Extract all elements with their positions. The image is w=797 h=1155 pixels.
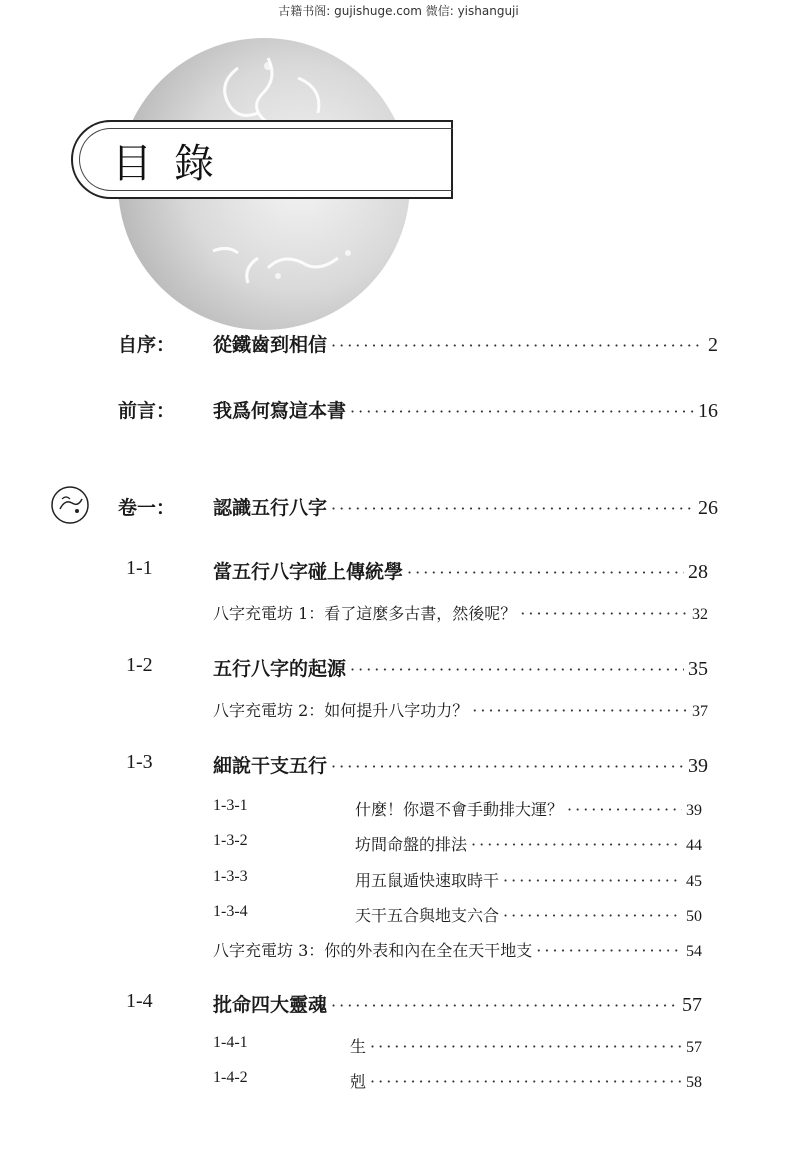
leader-dots	[331, 336, 704, 355]
chapter-number: 1-3	[126, 751, 153, 773]
toc-title: 認識五行八字	[213, 497, 328, 519]
toc-row-chapter[interactable]	[213, 990, 702, 1017]
toc-row-foreword[interactable]	[213, 396, 718, 423]
toc-row-sidebar[interactable]	[213, 938, 702, 961]
toc-title: 五行八字的起源	[213, 658, 347, 680]
leader-dots	[350, 660, 684, 679]
leader-dots	[471, 835, 682, 854]
chapter-number: 1-1	[126, 557, 153, 579]
toc-row-preface[interactable]	[213, 330, 718, 357]
leader-dots	[407, 563, 684, 582]
leader-dots	[520, 604, 688, 623]
toc-page: 39	[688, 755, 708, 777]
toc-page: 37	[692, 703, 708, 720]
section-number: 1-3-3	[213, 868, 248, 885]
toc-page: 26	[698, 497, 718, 519]
leader-dots	[536, 941, 682, 960]
toc-title: 從鐵齒到相信	[213, 334, 328, 356]
toc-page: 50	[686, 908, 702, 925]
toc-row-section[interactable]	[355, 832, 702, 855]
toc-title: 細說干支五行	[213, 755, 328, 777]
toc-row-chapter[interactable]	[213, 557, 708, 584]
toc-title: 生	[350, 1037, 367, 1056]
toc-title: 八字充電坊 1：看了這麼多古書，然後呢？	[213, 604, 517, 623]
preface-label: 自序：	[118, 334, 176, 356]
leader-dots	[370, 1072, 682, 1091]
page-title: 目錄	[112, 141, 236, 187]
toc-title: 八字充電坊 2：如何提升八字功力？	[213, 701, 469, 720]
section-number: 1-4-1	[213, 1034, 248, 1051]
toc-title: 剋	[350, 1072, 367, 1091]
toc-title: 什麼！你還不會手動排大運？	[355, 800, 564, 819]
volume-label: 卷一：	[118, 497, 176, 519]
toc-page: 35	[688, 658, 708, 680]
section-number: 1-3-4	[213, 903, 248, 920]
toc-row-section[interactable]	[350, 1034, 702, 1057]
toc-page: 16	[698, 400, 718, 422]
leader-dots	[331, 499, 694, 518]
toc-title: 批命四大靈魂	[213, 994, 328, 1016]
toc-title: 用五鼠遁快速取時干	[355, 871, 500, 890]
leader-dots	[331, 757, 684, 776]
toc-title: 坊間命盤的排法	[355, 835, 468, 854]
toc-row-section[interactable]	[355, 868, 702, 891]
toc-title: 天干五合與地支六合	[355, 906, 500, 925]
chapter-number: 1-2	[126, 654, 153, 676]
watermark: 古籍书阁: gujishuge.com 微信: yishanguji	[278, 4, 519, 18]
toc-row-section[interactable]	[355, 903, 702, 926]
toc-page: 57	[682, 994, 702, 1016]
leader-dots	[503, 871, 682, 890]
leader-dots	[350, 402, 694, 421]
leader-dots	[370, 1037, 682, 1056]
leader-dots	[503, 906, 682, 925]
leader-dots	[567, 800, 682, 819]
toc-page: 54	[686, 943, 702, 960]
toc-page: 58	[686, 1074, 702, 1091]
section-number: 1-3-2	[213, 832, 248, 849]
section-number: 1-4-2	[213, 1069, 248, 1086]
chapter-number: 1-4	[126, 990, 153, 1012]
toc-title: 當五行八字碰上傳統學	[213, 561, 404, 583]
toc-page: 57	[686, 1039, 702, 1056]
toc-page: 44	[686, 837, 702, 854]
toc-row-volume[interactable]	[213, 493, 718, 520]
toc-title: 八字充電坊 3：你的外表和內在全在天干地支	[213, 941, 533, 960]
toc-page: 45	[686, 873, 702, 890]
toc-page: 32	[692, 606, 708, 623]
toc-page: 39	[686, 802, 702, 819]
foreword-label: 前言：	[118, 400, 176, 422]
leader-dots	[472, 701, 688, 720]
toc-row-chapter[interactable]	[213, 751, 708, 778]
toc-row-section[interactable]	[350, 1069, 702, 1092]
toc-row-chapter[interactable]	[213, 654, 708, 681]
toc-row-sidebar[interactable]	[213, 601, 708, 624]
section-number: 1-3-1	[213, 797, 248, 814]
toc-page: 28	[688, 561, 708, 583]
toc-row-section[interactable]	[355, 797, 702, 820]
leader-dots	[331, 996, 678, 1015]
toc-row-sidebar[interactable]	[213, 698, 708, 721]
toc-page: 2	[708, 334, 718, 356]
volume-emblem-icon	[50, 485, 90, 525]
toc-title: 我爲何寫這本書	[213, 400, 347, 422]
